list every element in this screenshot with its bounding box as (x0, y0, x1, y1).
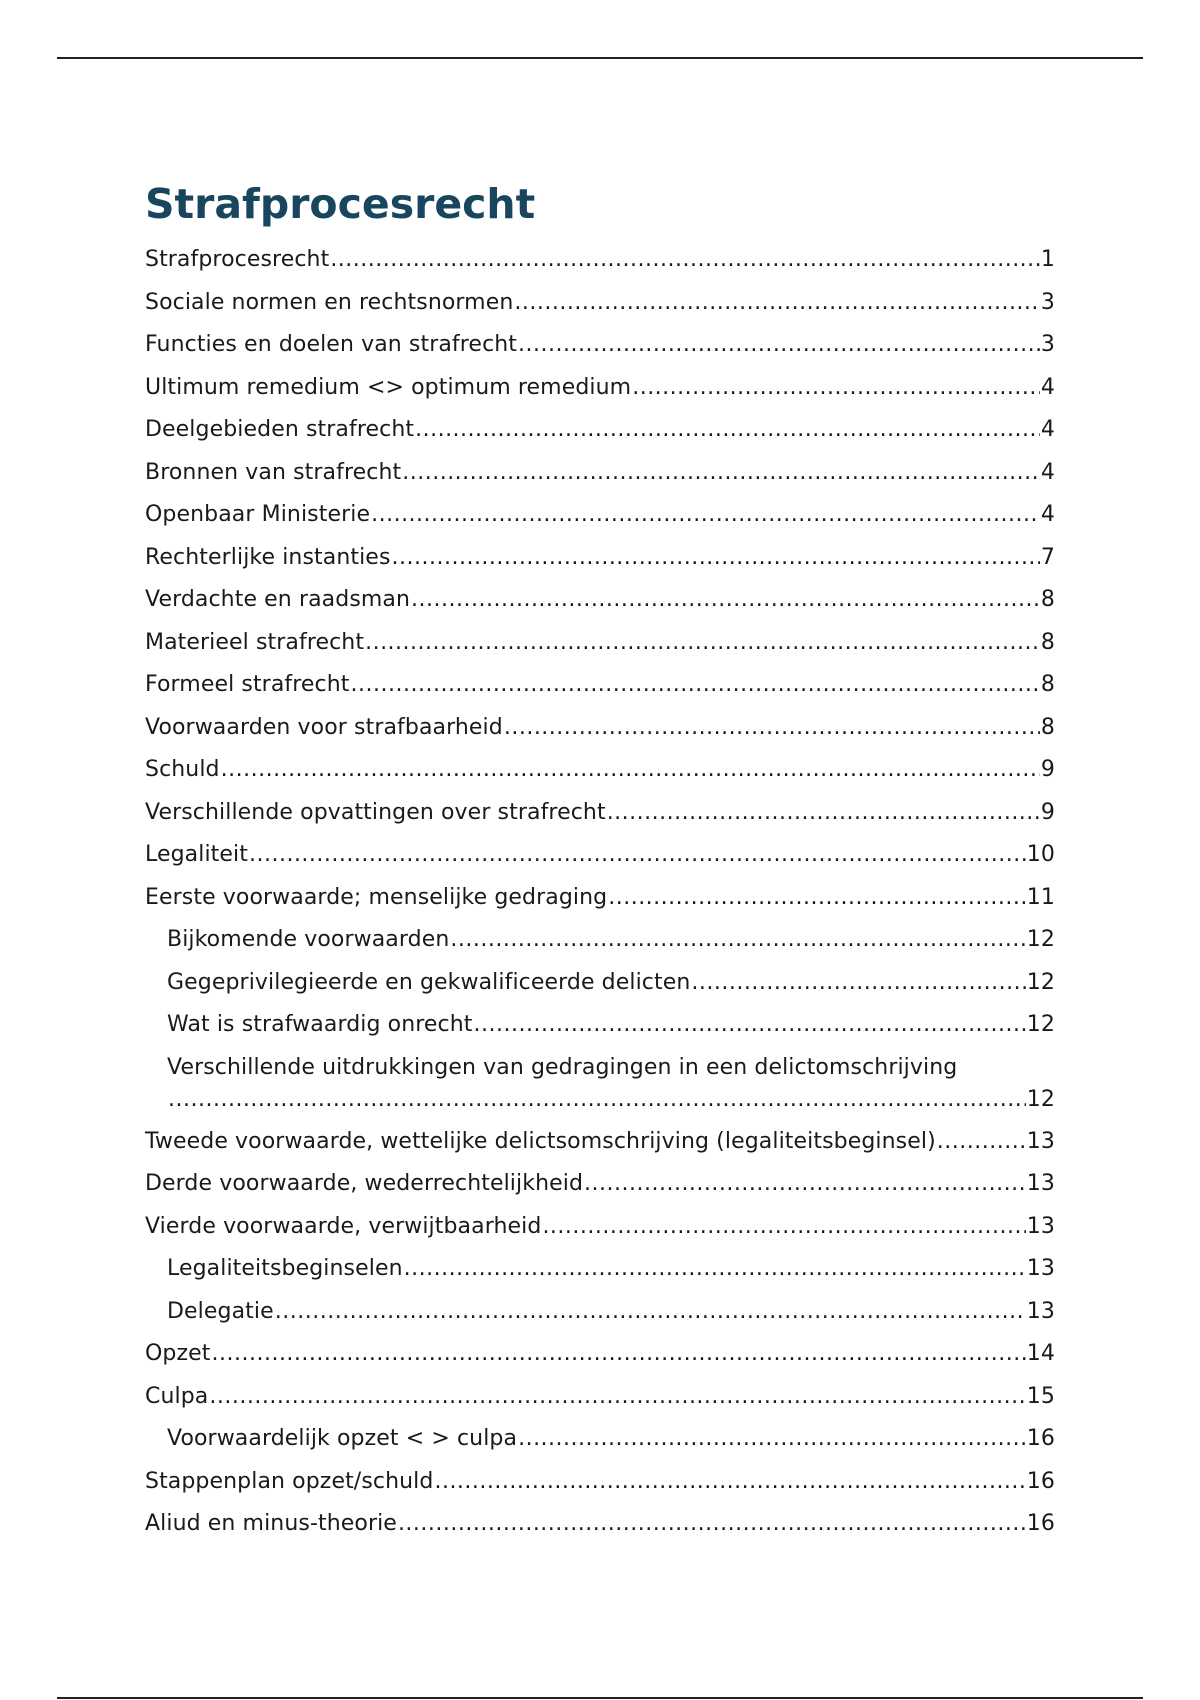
toc-entry-text: Vierde voorwaarde, verwijtbaarheid (145, 1213, 542, 1239)
toc-entry[interactable] (145, 754, 1055, 797)
toc-page-number: 15 (1026, 1383, 1055, 1409)
toc-page-number: 9 (1040, 799, 1055, 825)
toc-entry[interactable] (145, 712, 1055, 755)
toc-entry[interactable] (145, 669, 1055, 712)
toc-page-number: 13 (1026, 1171, 1055, 1196)
toc-entry[interactable] (145, 1466, 1055, 1509)
toc-entry-text: Culpa (145, 1383, 209, 1409)
toc-entry-line (167, 1084, 1055, 1116)
toc-entry-text: Aliud en minus-theorie (145, 1511, 397, 1536)
toc-leader (474, 1009, 1026, 1041)
toc-entry-text: Opzet (145, 1341, 211, 1366)
toc-leader (518, 329, 1040, 361)
toc-entry-text: Deelgebieden strafrecht (145, 417, 415, 442)
toc-entry[interactable] (145, 627, 1055, 670)
toc-entry-text: Eerste voorwaarde; menselijke gedraging (145, 884, 608, 910)
toc-page-number: 1 (1040, 247, 1055, 272)
toc-entry-text: Sociale normen en rechtsnormen (145, 289, 514, 315)
toc-entry-text: Formeel strafrecht (145, 672, 350, 697)
toc-page-number: 13 (1026, 1256, 1055, 1281)
toc-entry-text: Verschillende opvattingen over strafrecht (145, 799, 606, 825)
toc-leader (221, 754, 1040, 786)
toc-page-number: 12 (1026, 1086, 1055, 1112)
toc-entry[interactable] (145, 1381, 1055, 1424)
toc-page-number: 4 (1040, 459, 1055, 485)
toc-leader (212, 1338, 1026, 1370)
toc-leader (365, 627, 1040, 659)
toc-entry[interactable] (145, 1126, 1055, 1169)
toc-subentry[interactable] (145, 1423, 1055, 1466)
toc-page-number: 4 (1040, 374, 1055, 400)
toc-page-number: 8 (1040, 629, 1055, 655)
toc-leader (584, 1168, 1026, 1200)
toc-entry-text: Openbaar Ministerie (145, 502, 371, 527)
toc-page-number: 12 (1026, 1012, 1055, 1037)
toc-page-number: 13 (1026, 1128, 1055, 1154)
toc-entry-text: Stappenplan opzet/schuld (145, 1468, 434, 1494)
toc-leader (937, 1126, 1026, 1158)
toc-leader (371, 499, 1040, 531)
toc-entry[interactable] (145, 329, 1055, 372)
toc-leader (351, 669, 1040, 701)
toc-page-number: 13 (1026, 1298, 1055, 1324)
toc-leader (411, 584, 1040, 616)
toc-entry[interactable] (145, 244, 1055, 287)
toc-leader (209, 1381, 1025, 1413)
toc-entry-text: Derde voorwaarde, wederrechtelijkheid (145, 1171, 584, 1196)
toc-entry-text: Functies en doelen van strafrecht (145, 332, 518, 357)
toc-page-number: 3 (1040, 289, 1055, 315)
toc-entry-text: Wat is strafwaardig onrecht (167, 1012, 473, 1037)
toc-leader (168, 1084, 1026, 1116)
toc-page-number: 8 (1040, 672, 1055, 697)
toc-entry[interactable] (145, 584, 1055, 627)
toc-leader (542, 1211, 1025, 1243)
toc-page-number: 14 (1026, 1341, 1055, 1366)
footer-rule (57, 1697, 1143, 1699)
toc-entry-text: Bijkomende voorwaarden (167, 927, 450, 952)
toc-page-number: 4 (1040, 417, 1055, 442)
toc-leader (450, 924, 1025, 956)
toc-page-number: 13 (1026, 1213, 1055, 1239)
toc-page-number: 8 (1040, 714, 1055, 740)
toc-page-number: 9 (1040, 757, 1055, 782)
toc-entry[interactable] (145, 457, 1055, 500)
toc-leader (632, 372, 1040, 404)
toc-entry[interactable] (145, 1211, 1055, 1254)
toc-leader (404, 1253, 1026, 1285)
toc-entry[interactable] (145, 1508, 1055, 1551)
toc-entry-line (167, 1052, 1055, 1084)
toc-leader (607, 797, 1040, 829)
toc-entry[interactable] (145, 882, 1055, 925)
toc-leader (330, 244, 1040, 276)
toc-leader (434, 1466, 1025, 1498)
toc-subentry[interactable] (145, 1009, 1055, 1052)
toc-leader (415, 414, 1040, 446)
toc-entry-text: Voorwaarden voor strafbaarheid (145, 714, 503, 740)
toc-entry-text: Ultimum remedium <> optimum remedium (145, 374, 632, 400)
toc-leader (275, 1296, 1026, 1328)
toc-leader (249, 839, 1026, 871)
toc-page-number: 8 (1040, 587, 1055, 612)
toc-page-number: 10 (1026, 842, 1055, 867)
header-rule (57, 57, 1143, 59)
document-title: Strafprocesrecht (145, 180, 536, 228)
toc-entry-text: Verschillende uitdrukkingen van gedragingen in een delictomschrijving (167, 1054, 958, 1080)
toc-leader (402, 457, 1040, 489)
toc-leader (504, 712, 1040, 744)
toc-page-number: 7 (1040, 544, 1055, 570)
toc-page-number: 11 (1026, 884, 1055, 910)
table-of-contents (145, 244, 1055, 1551)
toc-entry[interactable] (145, 287, 1055, 330)
toc-page-number: 16 (1026, 1511, 1055, 1536)
toc-page-number: 12 (1026, 927, 1055, 952)
toc-entry-text: Rechterlijke instanties (145, 544, 391, 570)
toc-leader (608, 882, 1026, 914)
toc-entry[interactable] (145, 839, 1055, 882)
toc-page-number: 16 (1026, 1468, 1055, 1494)
toc-entry-text: Strafprocesrecht (145, 247, 330, 272)
toc-entry-text: Tweede voorwaarde, wettelijke delictsomschrijving (legaliteitsbeginsel) (145, 1128, 936, 1154)
toc-leader (514, 287, 1040, 319)
toc-page-number: 3 (1040, 332, 1055, 357)
toc-entry[interactable] (145, 1168, 1055, 1211)
toc-entry-text: Schuld (145, 757, 220, 782)
toc-entry[interactable] (145, 499, 1055, 542)
toc-entry[interactable] (145, 797, 1055, 840)
toc-page-number: 4 (1040, 502, 1055, 527)
toc-entry-text: Voorwaardelijk opzet < > culpa (167, 1426, 518, 1451)
toc-entry-text: Legaliteit (145, 842, 248, 867)
toc-subentry[interactable] (145, 1296, 1055, 1339)
toc-entry[interactable] (145, 542, 1055, 585)
toc-entry-text: Verdachte en raadsman (145, 587, 411, 612)
toc-leader (691, 967, 1025, 999)
toc-entry-text: Legaliteitsbeginselen (167, 1256, 403, 1281)
toc-page-number: 12 (1026, 969, 1055, 995)
toc-entry-text: Bronnen van strafrecht (145, 459, 402, 485)
toc-subentry[interactable] (145, 1253, 1055, 1296)
toc-entry-text: Delegatie (167, 1298, 274, 1324)
toc-leader (392, 542, 1040, 574)
toc-entry-text: Materieel strafrecht (145, 629, 365, 655)
toc-entry[interactable] (145, 1338, 1055, 1381)
toc-entry[interactable] (145, 414, 1055, 457)
toc-entry-text: Gegeprivilegieerde en gekwalificeerde delicten (167, 969, 691, 995)
toc-page-number: 16 (1026, 1426, 1055, 1451)
toc-leader (398, 1508, 1026, 1540)
toc-subentry[interactable] (145, 1052, 1055, 1126)
toc-leader (518, 1423, 1026, 1455)
toc-entry[interactable] (145, 372, 1055, 415)
toc-subentry[interactable] (145, 924, 1055, 967)
toc-subentry[interactable] (145, 967, 1055, 1010)
